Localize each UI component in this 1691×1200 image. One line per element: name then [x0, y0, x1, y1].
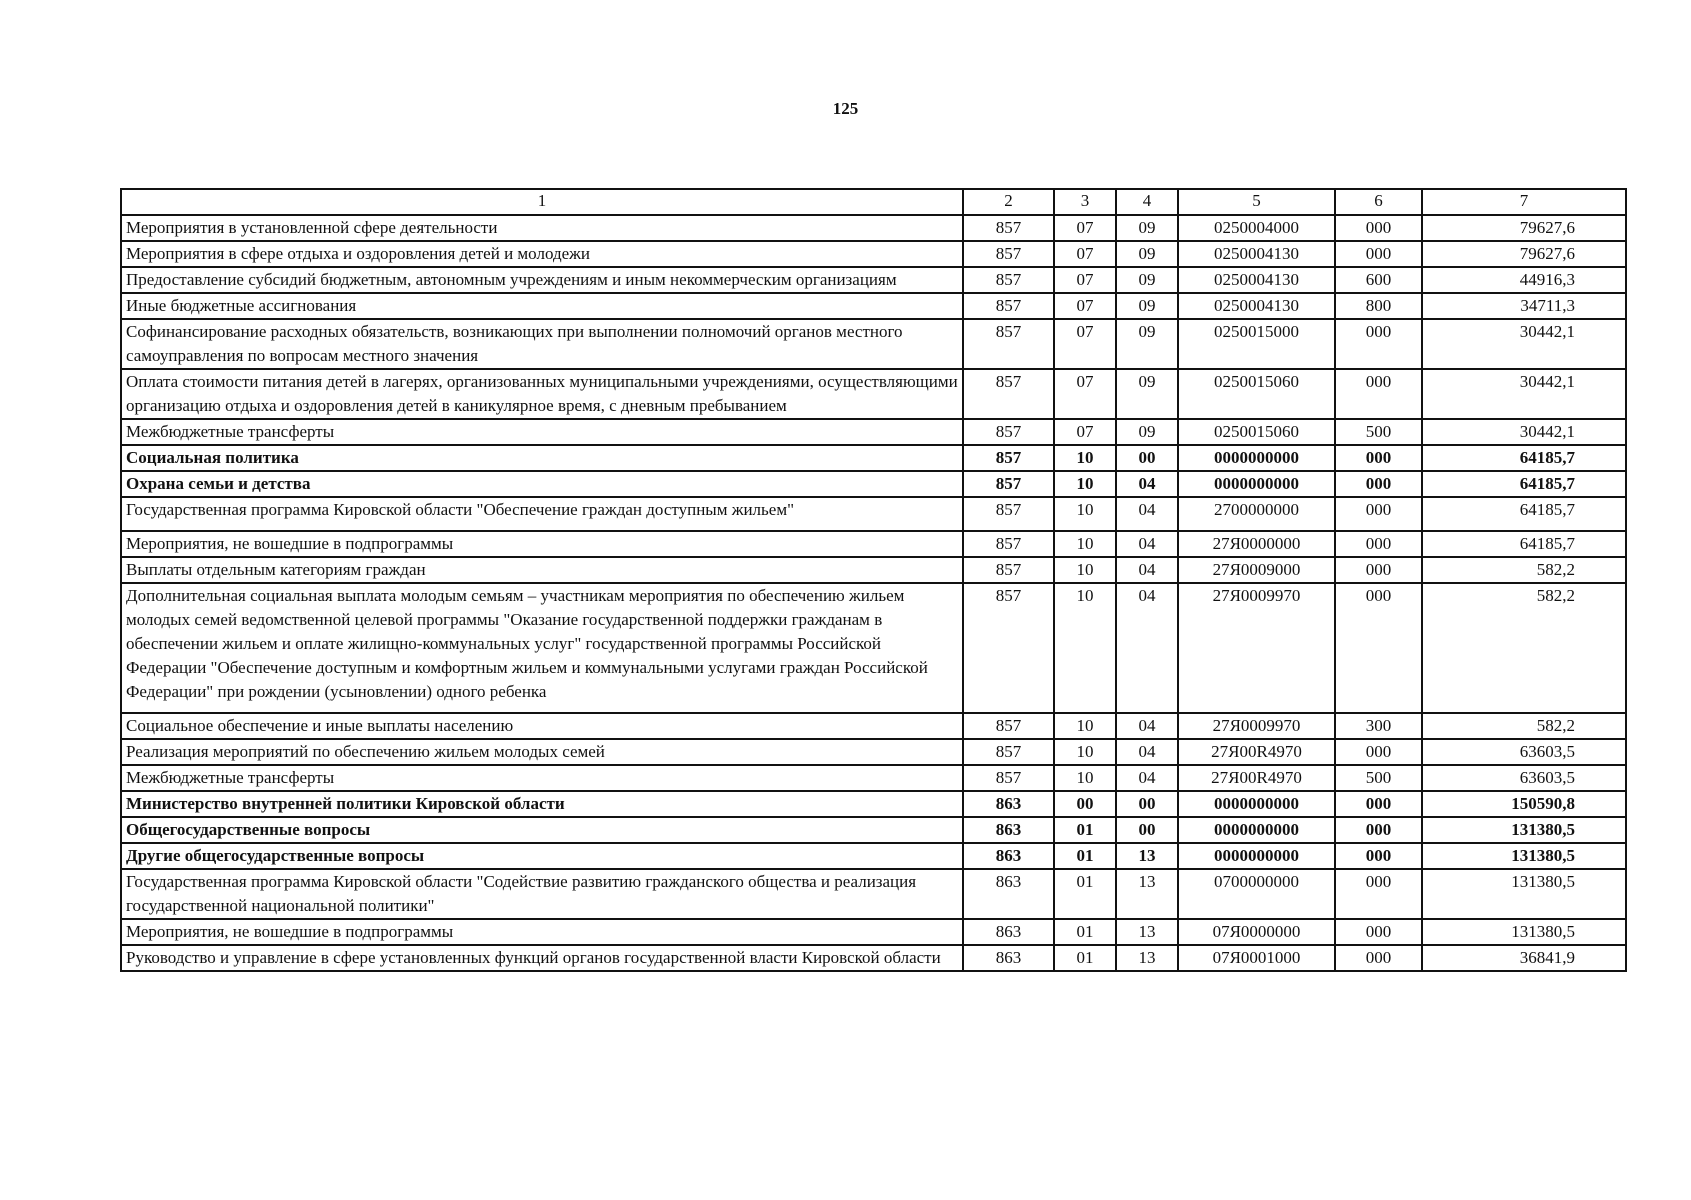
expense-type-cell: 000	[1335, 215, 1422, 241]
expense-type-cell: 500	[1335, 419, 1422, 445]
table-row	[121, 945, 1626, 971]
amount-cell: 30442,1	[1422, 369, 1626, 419]
name-cell: Мероприятия в установленной сфере деятельности	[121, 215, 963, 241]
table-row	[121, 241, 1626, 267]
header-row	[121, 189, 1626, 215]
section-cell: 07	[1054, 293, 1116, 319]
target-article-cell: 0250004130	[1178, 267, 1335, 293]
subsection-cell: 09	[1116, 215, 1178, 241]
amount-cell: 36841,9	[1422, 945, 1626, 971]
admin-code-cell: 857	[963, 319, 1054, 369]
section-cell: 10	[1054, 557, 1116, 583]
name-cell: Мероприятия, не вошедшие в подпрограммы	[121, 919, 963, 945]
name-cell: Общегосударственные вопросы	[121, 817, 963, 843]
header-col-6: 6	[1335, 189, 1422, 215]
admin-code-cell: 863	[963, 945, 1054, 971]
admin-code-cell: 863	[963, 791, 1054, 817]
admin-code-cell: 857	[963, 765, 1054, 791]
amount-cell: 30442,1	[1422, 419, 1626, 445]
header-col-7: 7	[1422, 189, 1626, 215]
name-cell: Государственная программа Кировской области "Содействие развитию гражданского общества и реализация государственной национальной политики"	[121, 869, 963, 919]
amount-cell: 64185,7	[1422, 497, 1626, 531]
section-cell: 10	[1054, 471, 1116, 497]
target-article-cell: 0250015000	[1178, 319, 1335, 369]
table-row	[121, 215, 1626, 241]
section-cell: 07	[1054, 215, 1116, 241]
admin-code-cell: 857	[963, 369, 1054, 419]
target-article-cell: 27Я0009970	[1178, 713, 1335, 739]
table-row	[121, 445, 1626, 471]
expense-type-cell: 000	[1335, 445, 1422, 471]
name-cell: Дополнительная социальная выплата молодым семьям – участникам мероприятия по обеспечению жильем молодых семей ведомственной целевой программы "Оказание государственной поддержки гражданам в обеспечении жильем и оплате жилищно-коммунальных услуг" государственной программы Российской Федерации "Обеспечение доступным и комфортным жильем и коммунальными услугами граждан Российской Федерации" при рождении (усыновлении) одного ребенка	[121, 583, 963, 713]
expense-type-cell: 600	[1335, 267, 1422, 293]
subsection-cell: 09	[1116, 241, 1178, 267]
admin-code-cell: 863	[963, 869, 1054, 919]
subsection-cell: 04	[1116, 531, 1178, 557]
header-col-2: 2	[963, 189, 1054, 215]
admin-code-cell: 857	[963, 583, 1054, 713]
table-row	[121, 843, 1626, 869]
header-col-3: 3	[1054, 189, 1116, 215]
target-article-cell: 2700000000	[1178, 497, 1335, 531]
amount-cell: 582,2	[1422, 583, 1626, 713]
target-article-cell: 0250004130	[1178, 293, 1335, 319]
amount-cell: 64185,7	[1422, 445, 1626, 471]
expense-type-cell: 000	[1335, 945, 1422, 971]
name-cell: Реализация мероприятий по обеспечению жильем молодых семей	[121, 739, 963, 765]
table-row	[121, 369, 1626, 419]
name-cell: Мероприятия, не вошедшие в подпрограммы	[121, 531, 963, 557]
amount-cell: 30442,1	[1422, 319, 1626, 369]
subsection-cell: 04	[1116, 583, 1178, 713]
admin-code-cell: 857	[963, 445, 1054, 471]
expense-type-cell: 000	[1335, 817, 1422, 843]
target-article-cell: 07Я0001000	[1178, 945, 1335, 971]
amount-cell: 79627,6	[1422, 241, 1626, 267]
subsection-cell: 13	[1116, 919, 1178, 945]
expense-type-cell: 000	[1335, 369, 1422, 419]
amount-cell: 131380,5	[1422, 843, 1626, 869]
admin-code-cell: 857	[963, 241, 1054, 267]
table-row	[121, 765, 1626, 791]
table-row	[121, 531, 1626, 557]
table-row	[121, 713, 1626, 739]
amount-cell: 44916,3	[1422, 267, 1626, 293]
table-row	[121, 869, 1626, 919]
amount-cell: 64185,7	[1422, 471, 1626, 497]
subsection-cell: 13	[1116, 843, 1178, 869]
name-cell: Оплата стоимости питания детей в лагерях, организованных муниципальными учреждениями, осуществляющими организацию отдыха и оздоровления детей в каникулярное время, с дневным пребыванием	[121, 369, 963, 419]
expense-type-cell: 000	[1335, 241, 1422, 267]
budget-table	[120, 188, 1627, 972]
amount-cell: 131380,5	[1422, 919, 1626, 945]
table-row	[121, 293, 1626, 319]
subsection-cell: 09	[1116, 419, 1178, 445]
target-article-cell: 0000000000	[1178, 445, 1335, 471]
subsection-cell: 09	[1116, 267, 1178, 293]
name-cell: Охрана семьи и детства	[121, 471, 963, 497]
subsection-cell: 00	[1116, 445, 1178, 471]
subsection-cell: 13	[1116, 869, 1178, 919]
target-article-cell: 0250004130	[1178, 241, 1335, 267]
section-cell: 01	[1054, 817, 1116, 843]
target-article-cell: 0250015060	[1178, 369, 1335, 419]
section-cell: 10	[1054, 445, 1116, 471]
expense-type-cell: 000	[1335, 843, 1422, 869]
target-article-cell: 27Я0000000	[1178, 531, 1335, 557]
table-row	[121, 583, 1626, 713]
expense-type-cell: 000	[1335, 869, 1422, 919]
page-number: 125	[832, 99, 859, 118]
expense-type-cell: 500	[1335, 765, 1422, 791]
section-cell: 01	[1054, 945, 1116, 971]
section-cell: 07	[1054, 267, 1116, 293]
amount-cell: 131380,5	[1422, 869, 1626, 919]
target-article-cell: 0250015060	[1178, 419, 1335, 445]
section-cell: 07	[1054, 419, 1116, 445]
expense-type-cell: 000	[1335, 557, 1422, 583]
name-cell: Иные бюджетные ассигнования	[121, 293, 963, 319]
admin-code-cell: 863	[963, 919, 1054, 945]
table-row	[121, 319, 1626, 369]
target-article-cell: 0250004000	[1178, 215, 1335, 241]
target-article-cell: 27Я0009970	[1178, 583, 1335, 713]
name-cell: Выплаты отдельным категориям граждан	[121, 557, 963, 583]
section-cell: 01	[1054, 869, 1116, 919]
admin-code-cell: 857	[963, 739, 1054, 765]
target-article-cell: 27Я00R4970	[1178, 765, 1335, 791]
section-cell: 07	[1054, 319, 1116, 369]
section-cell: 07	[1054, 369, 1116, 419]
subsection-cell: 09	[1116, 369, 1178, 419]
name-cell: Руководство и управление в сфере установленных функций органов государственной власти Кировской области	[121, 945, 963, 971]
expense-type-cell: 000	[1335, 471, 1422, 497]
name-cell: Софинансирование расходных обязательств, возникающих при выполнении полномочий органов местного самоуправления по вопросам местного значения	[121, 319, 963, 369]
section-cell: 10	[1054, 497, 1116, 531]
table-header	[121, 189, 1626, 215]
header-col-1: 1	[121, 189, 963, 215]
amount-cell: 582,2	[1422, 557, 1626, 583]
name-cell: Министерство внутренней политики Кировской области	[121, 791, 963, 817]
admin-code-cell: 857	[963, 293, 1054, 319]
subsection-cell: 04	[1116, 739, 1178, 765]
target-article-cell: 0000000000	[1178, 791, 1335, 817]
expense-type-cell: 300	[1335, 713, 1422, 739]
admin-code-cell: 857	[963, 531, 1054, 557]
subsection-cell: 09	[1116, 319, 1178, 369]
admin-code-cell: 863	[963, 817, 1054, 843]
table-row	[121, 419, 1626, 445]
admin-code-cell: 857	[963, 471, 1054, 497]
table-row	[121, 739, 1626, 765]
amount-cell: 582,2	[1422, 713, 1626, 739]
table-row	[121, 557, 1626, 583]
admin-code-cell: 857	[963, 497, 1054, 531]
subsection-cell: 04	[1116, 765, 1178, 791]
expense-type-cell: 000	[1335, 739, 1422, 765]
section-cell: 01	[1054, 919, 1116, 945]
target-article-cell: 0000000000	[1178, 843, 1335, 869]
subsection-cell: 00	[1116, 817, 1178, 843]
name-cell: Межбюджетные трансферты	[121, 765, 963, 791]
expense-type-cell: 800	[1335, 293, 1422, 319]
table-row	[121, 471, 1626, 497]
name-cell: Мероприятия в сфере отдыха и оздоровления детей и молодежи	[121, 241, 963, 267]
target-article-cell: 07Я0000000	[1178, 919, 1335, 945]
section-cell: 10	[1054, 531, 1116, 557]
expense-type-cell: 000	[1335, 531, 1422, 557]
name-cell: Межбюджетные трансферты	[121, 419, 963, 445]
subsection-cell: 13	[1116, 945, 1178, 971]
target-article-cell: 0000000000	[1178, 817, 1335, 843]
name-cell: Государственная программа Кировской области "Обеспечение граждан доступным жильем"	[121, 497, 963, 531]
expense-type-cell: 000	[1335, 919, 1422, 945]
section-cell: 10	[1054, 739, 1116, 765]
header-col-5: 5	[1178, 189, 1335, 215]
subsection-cell: 00	[1116, 791, 1178, 817]
admin-code-cell: 857	[963, 713, 1054, 739]
amount-cell: 64185,7	[1422, 531, 1626, 557]
amount-cell: 131380,5	[1422, 817, 1626, 843]
section-cell: 07	[1054, 241, 1116, 267]
amount-cell: 63603,5	[1422, 739, 1626, 765]
amount-cell: 150590,8	[1422, 791, 1626, 817]
section-cell: 10	[1054, 583, 1116, 713]
expense-type-cell: 000	[1335, 319, 1422, 369]
subsection-cell: 04	[1116, 713, 1178, 739]
table-row	[121, 267, 1626, 293]
section-cell: 01	[1054, 843, 1116, 869]
table-row	[121, 919, 1626, 945]
admin-code-cell: 857	[963, 419, 1054, 445]
subsection-cell: 04	[1116, 497, 1178, 531]
header-col-4: 4	[1116, 189, 1178, 215]
target-article-cell: 27Я00R4970	[1178, 739, 1335, 765]
name-cell: Предоставление субсидий бюджетным, автономным учреждениям и иным некоммерческим организациям	[121, 267, 963, 293]
target-article-cell: 27Я0009000	[1178, 557, 1335, 583]
admin-code-cell: 857	[963, 215, 1054, 241]
target-article-cell: 0000000000	[1178, 471, 1335, 497]
table-body	[121, 215, 1626, 971]
expense-type-cell: 000	[1335, 497, 1422, 531]
amount-cell: 34711,3	[1422, 293, 1626, 319]
subsection-cell: 09	[1116, 293, 1178, 319]
amount-cell: 79627,6	[1422, 215, 1626, 241]
admin-code-cell: 857	[963, 267, 1054, 293]
admin-code-cell: 863	[963, 843, 1054, 869]
amount-cell: 63603,5	[1422, 765, 1626, 791]
subsection-cell: 04	[1116, 471, 1178, 497]
section-cell: 00	[1054, 791, 1116, 817]
admin-code-cell: 857	[963, 557, 1054, 583]
table-row	[121, 817, 1626, 843]
name-cell: Другие общегосударственные вопросы	[121, 843, 963, 869]
target-article-cell: 0700000000	[1178, 869, 1335, 919]
expense-type-cell: 000	[1335, 791, 1422, 817]
table-row	[121, 497, 1626, 531]
section-cell: 10	[1054, 713, 1116, 739]
section-cell: 10	[1054, 765, 1116, 791]
name-cell: Социальная политика	[121, 445, 963, 471]
subsection-cell: 04	[1116, 557, 1178, 583]
expense-type-cell: 000	[1335, 583, 1422, 713]
name-cell: Социальное обеспечение и иные выплаты населению	[121, 713, 963, 739]
table-row	[121, 791, 1626, 817]
